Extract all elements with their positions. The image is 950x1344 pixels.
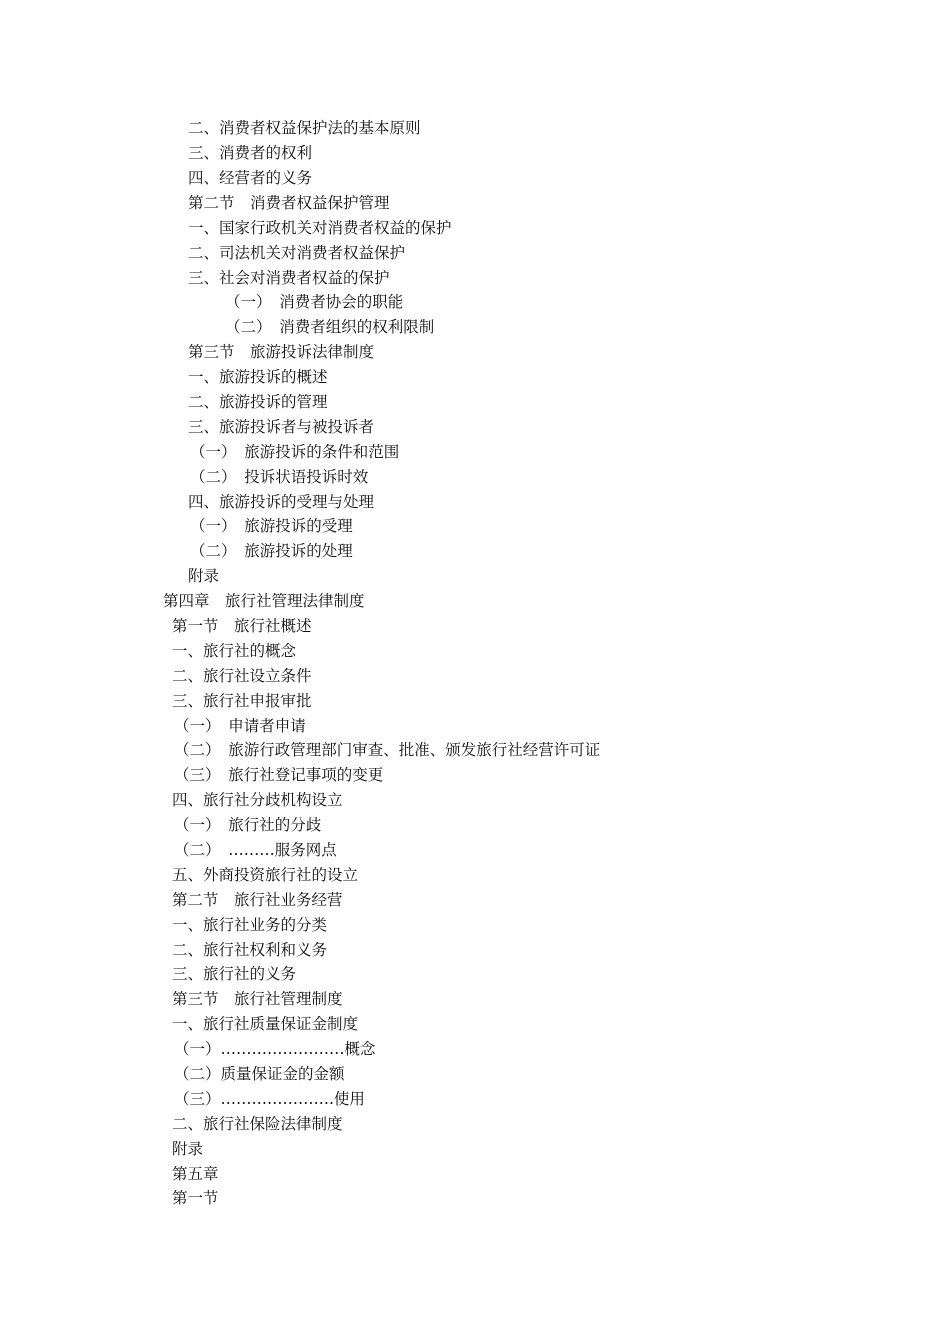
outline-subline: （二） ………服务网点	[174, 841, 337, 859]
outline-subline: （一） 旅行社的分歧	[174, 816, 322, 834]
outline-subline: （三） 旅行社登记事项的变更	[174, 766, 384, 784]
outline-line: 一、旅行社业务的分类	[172, 916, 328, 934]
outline-line: 二、旅行社保险法律制度	[172, 1115, 343, 1133]
section-heading: 第二节 消费者权益保护管理	[188, 194, 390, 212]
appendix-label: 附录	[188, 567, 220, 585]
section-heading: 第三节 旅游投诉法律制度	[188, 343, 375, 361]
outline-subline: （一） 旅游投诉的条件和范围	[190, 443, 400, 461]
outline-line: 四、旅游投诉的受理与处理	[188, 493, 375, 511]
outline-line: 四、经营者的义务	[188, 169, 313, 187]
chapter-heading: 第五章	[172, 1165, 219, 1183]
outline-subline: （一） 申请者申请	[174, 717, 306, 735]
outline-line: 一、旅行社的概念	[172, 642, 297, 660]
section-heading: 第二节 旅行社业务经营	[172, 891, 343, 909]
outline-line: 五、外商投资旅行社的设立	[172, 866, 359, 884]
outline-line: 二、司法机关对消费者权益保护	[188, 244, 406, 262]
outline-line: 三、旅行社申报审批	[172, 692, 312, 710]
outline-subline: （二） 消费者组织的权利限制	[225, 318, 435, 336]
outline-subline: （二） 旅游行政管理部门审查、批准、颁发旅行社经营许可证	[174, 741, 601, 759]
outline-line: 二、旅行社权利和义务	[172, 941, 328, 959]
outline-line: 一、国家行政机关对消费者权益的保护	[188, 219, 452, 237]
chapter-heading: 第四章 旅行社管理法律制度	[163, 592, 365, 610]
section-heading: 第三节 旅行社管理制度	[172, 990, 343, 1008]
outline-subline: （二）质量保证金的金额	[174, 1065, 345, 1083]
outline-line: 三、消费者的权利	[188, 144, 313, 162]
outline-line: 一、旅行社质量保证金制度	[172, 1015, 359, 1033]
appendix-label: 附录	[172, 1140, 204, 1158]
outline-subline: （一）……………………概念	[174, 1040, 376, 1058]
outline-line: 二、消费者权益保护法的基本原则	[188, 119, 421, 137]
outline-line: 三、社会对消费者权益的保护	[188, 269, 390, 287]
section-heading: 第一节 旅行社概述	[172, 617, 312, 635]
outline-subline: （一） 消费者协会的职能	[225, 293, 404, 311]
outline-subline: （三）………………….使用	[174, 1090, 365, 1108]
outline-line: 三、旅行社的义务	[172, 965, 297, 983]
outline-line: 二、旅游投诉的管理	[188, 393, 328, 411]
outline-subline: （二） 投诉状语投诉时效	[190, 468, 369, 486]
outline-line: 四、旅行社分歧机构设立	[172, 791, 343, 809]
section-heading: 第一节	[172, 1189, 219, 1207]
outline-subline: （一） 旅游投诉的受理	[190, 517, 353, 535]
outline-subline: （二） 旅游投诉的处理	[190, 542, 353, 560]
outline-line: 二、旅行社设立条件	[172, 667, 312, 685]
outline-line: 一、旅游投诉的概述	[188, 368, 328, 386]
outline-line: 三、旅游投诉者与被投诉者	[188, 418, 375, 436]
